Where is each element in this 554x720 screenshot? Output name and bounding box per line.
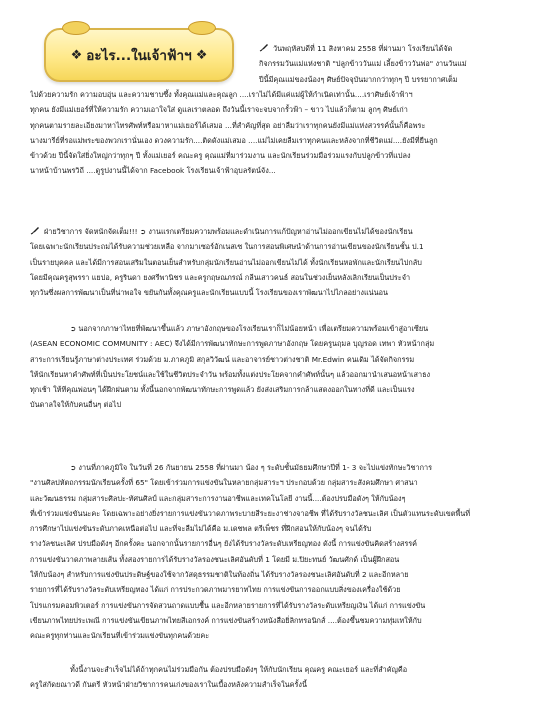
paragraph-line: ให้นักเรียนหาคำศัพท์ที่เป็นประโยชน์และใช้ในชีวิตประจำวัน พร้อมทั้งแต่งประโยคจากคำศัพท์นั้นๆ แล้วออกมานำเสนอหน้าเสาธง <box>30 369 431 379</box>
pen-hand-icon <box>259 42 269 52</box>
section-english <box>30 321 528 413</box>
paragraph-line: โดยมีคุณครูสุพรรา แยปอ, ครูรินดา ยงศรีพานิชร และครูกฤษณภรณ์ กลีนเสาวคนธ์ สอนในช่วงเย็นหลังเลิกเรียนเป็นประจำ <box>30 272 411 282</box>
paragraph-line: ครูใส่กัดยณาวดี กันตรี หัวหน้าฝ่ายวิชาการคนเก่งของเราในเบื้องหลังความสำเร็จในครั้งนี้ <box>30 680 307 690</box>
paragraph-line: นาหน้าบ้านพรวิถี ....ดูรูปงานนี้ได้จาก Facebook โรงเรียนเจ้าฟ้าอุบลรัตน์จัง... <box>30 166 276 176</box>
paragraph-line: โปรแกรมคอมพิวเตอร์ การแข่งขันการจัดสวนถาดแบบชื้น และอีกหลายรายการที่ได้รับรางวัลระดับเหรียญเงิน ได้แก่ การแข่งขัน <box>30 600 426 610</box>
banner-cap-right <box>188 21 216 35</box>
diamond-icon: ❖ <box>195 47 208 63</box>
paragraph-line: เป็นรายบุคคล และได้มีการสอนเสริมในตอนเย็นสำหรับกลุ่มนักเรียนอ่านไม่ออกเขียนไม่ได้ ทั้งนักเรียนหอพักและนักเรียนไปกลับ <box>30 257 422 267</box>
paragraph-line: ทุกคนตามรายละเอียงมาหาไทรศัพท์หรือมาหาแม่เยอร์ได้เสมอ ...ที่สำคัญที่สุด อย่าลืมว่าเราทุกคนยังมีแม่แห่งสวรรค์นั้นก็คือพระ <box>30 120 426 130</box>
paragraph-line: ไปด้วยความรัก ความอบอุ่น และความชาบซึ้ง ทั้งคุณแม่และคุณลูก ....เราไม่ได้มีแค่แม่ผู้ให้กำเนิดเท่านั้น....เราศิษย์เจ้าฟ้าฯ <box>30 90 413 99</box>
paragraph-line: ทุกเช้า ให้ทีคุณพ่อนๆ ได้ฝึกฝนตาม ทั้งนี้นอกจากพัฒนาทักษะการพูดแล้ว ยังส่งเสริมการกล้าแสดงออกในทางที่ดี และเป็นแรง <box>30 385 415 395</box>
paragraph-line: รางวัลชนะเลิศ ปรบมือดังๆ อีกครั้งคะ นอกจากนั้นรายการอื่นๆ ยังได้รับรางวัลระดับเหรียญทอง ดังนี้ การแข่งขันคิดสร้างสรรค์ <box>30 539 418 549</box>
paragraph-line: ทุกคน ยังมีแม่เยอร์ที่ให้ความรัก ความเอาใจใส่ ดูแลเราตลอด ถึงวันนี้เราจะจบจากรั้วฟ้า – ขาว ไปแล้วก็ตาม ลูกๆ ศิษย์เก่า <box>30 105 408 115</box>
paragraph-line: "งานศิลปหัตถกรรมนักเรียนครั้งที่ 65" โดยเข้าร่วมการแข่งขันในหลายกลุ่มสาระฯ ประกอบด้วย กลุ่มสาระสังคมศึกษา ศาสนา <box>30 478 418 488</box>
paragraph-line: ปีนี้มีคุณแม่ของน้องๆ ศิษย์ปัจจุบันมากกว่าทุกๆ ปี บรรยากาศเต็ม <box>259 74 458 84</box>
paragraph-line: โดยเฉพาะนักเรียนประถมได้รับความช่วยเหลือ จากมาเซอร์อักเนสเซ ในการสอนพิเศษนำด้านการอ่านเขียนของนักเรียนชั้น ป.1 <box>30 242 424 252</box>
paragraph-line: ฝ่ายวิชาการ จัดหนักจัดเต็ม!!! ➲ งานแรกเตรียมความพร้อมและดำเนินการแก้ปัญหาอ่านไม่ออกเขียนไม่ได้ของนักเรียน <box>30 224 528 239</box>
paragraph-line: การแข่งขันวาดภาพลายเส้น ทั้งสองรายการได้รับรางวัลรองชนะเลิศอันดับที่ 1 โดยมี ม.ปิยะทนย์ วัฒนศักด์ เป็นผู้ฝึกสอน <box>30 554 400 564</box>
section-closing <box>30 662 528 693</box>
paragraph-line: นางมารีย์ที่รอแม่พระของพวกเรานั่นเอง ดวงความรัก....ติดดังแม่เสมอ ....แม่ไม่เคยลืมเราทุกคนและหลังจากที่ชีวิตแม่....ยังมีที่ยืนลูก <box>30 135 438 145</box>
paragraph-line: สาระการเรียนรู้ภาษาต่างประเทศ ร่วมด้วย ม.ภาคภูมิ สกุลวิวัฒน์ และอาจารย์ชาวต่างชาติ Mr.Edwin คนเดิม ได้จัดกิจกรรม <box>30 354 415 364</box>
paragraph-line: ที่เข้าร่วมแข่งขันนะคะ โดยเฉพาะอย่างยิ่งรายการแข่งขันวาดภาพระบายสีระยะงาช่างจาอชีพ ที่ได้รับรางวัลชนะเลิศ เป็นตัวแทนระดับเขตพื้นที่ <box>30 508 471 518</box>
header-banner <box>44 28 234 82</box>
paragraph-line: (ASEAN ECONOMIC COMMUNITY : AEC) จึงได้มีการพัฒนาทักษะการพูดภาษาอังกฤษ โดยครูนฤมล บุญรอด เทพา หัวหน้ากลุ่ม <box>30 339 435 349</box>
paragraph-line: ให้กับน้องๆ สำหรับการแข่งขันประดิษฐ์ของใช้จากวัสดุธรรมชาติในท้องถิ่น ได้รับรางวัลรองชนะเลิศอันดับที่ 2 และอีกหลาย <box>30 570 409 580</box>
section-mothers-day <box>259 41 527 87</box>
paragraph-line: การศึกษาไปแข่งขันระดับภาคเหนือต่อไป และที่จะลืมไม่ได้คือ ม.เดชพล ตรีเพ็ชร ที่ฝึกสอนให้กับน้องๆ จนได้รับ <box>30 524 372 534</box>
diamond-icon: ❖ <box>70 47 83 63</box>
paragraph-line: ➲ นอกจากภาษาไทยที่พัฒนาขึ้นแล้ว ภาษาอังกฤษของโรงเรียนเราก็ไม่น้อยหน้า เพื่อเตรียมความพร้อมเข้าสู่อาเซียน <box>70 324 429 333</box>
paragraph-line: คณะครูทุกท่านและนักเรียนที่เข้าร่วมแข่งขันทุกคนด้วยคะ <box>30 631 210 641</box>
paragraph-line: รายการที่ได้รับรางวัลระดับเหรียญทอง ได้แก่ การประกวดภาพมารยาทไทย การแข่งขันการออกแบบสิ่งของเครื่องใช้ด้วย <box>30 585 401 595</box>
paragraph-line: วันพฤหัสบดีที่ 11 สิงหาคม 2558 ที่ผ่านมา โรงเรียนได้จัด <box>259 41 527 56</box>
section-competition <box>30 460 528 644</box>
section-mothers-day-continued <box>30 87 528 179</box>
paragraph-line: บันดาลใจให้กับคนอื่นๆ ต่อไป <box>30 400 122 410</box>
pen-hand-icon <box>30 225 40 235</box>
section-academic <box>30 224 528 300</box>
paragraph-line: ➲ งานที่ภาคภูมิใจ ในวันที่ 26 กันยายน 2558 ที่ผ่านมา น้อง ๆ ระดับชั้นมัธยมศึกษาปีที่ 1- 3 จะไปแข่งทักษะวิชาการ <box>70 463 433 472</box>
paragraph-line: ทุกวันซึ่งผลการพัฒนาเป็นที่น่าพอใจ ขยันกันทั้งคุณครูและนักเรียนแบบนี้ โรงเรียนของเราพัฒนาไปไกลอย่างแน่นอน <box>30 288 389 298</box>
paragraph-line: ทั้งนี้งานจะสำเร็จไม่ได้ถ้าทุกคนไม่ร่วมมือกัน ต้องปรบมือดังๆ ให้กับนักเรียน คุณครู คณะเยอร์ และที่สำคัญคือ <box>70 665 408 674</box>
banner-cap-left <box>62 21 90 35</box>
paragraph-line: กิจกรรมวันแม่แห่งชาติ "ปลูกข้าววันแม่ เลี้ยงข้าววันพ่อ" งานวันแม่ <box>259 59 467 69</box>
banner-title: อะไร...ในเจ้าฟ้าฯ <box>86 48 192 64</box>
paragraph-line: และวัฒนธรรม กลุ่มสาระศิลปะ-ทัศนศิลป์ และกลุ่มสาระการงานอาชีพและเทคโนโลยี งานนี้....ต้องปรบมือดังๆ ให้กับน้องๆ <box>30 493 406 503</box>
paragraph-line: เขียนภาพไทยประเพณี การแข่งขันเขียนภาพไทยสีเอกรงค์ การแข่งขันสร้างหนังสือยิ่ลิกทรอนิกส์ ....ต้องขึ้นชมความทุ่มเทให้กับ <box>30 615 422 625</box>
paragraph-line: ข้าวด้วย ปีนี้จัดใส่ยิ่งใหญ่กว่าทุกๆ ปี ทั้งแม่เยอร์ คณะครู คุณแม่ที่มาร่วมงาน และนักเรียนร่วมมือร่วมแรงกับปลูกข้าวที่แปลง <box>30 151 411 161</box>
